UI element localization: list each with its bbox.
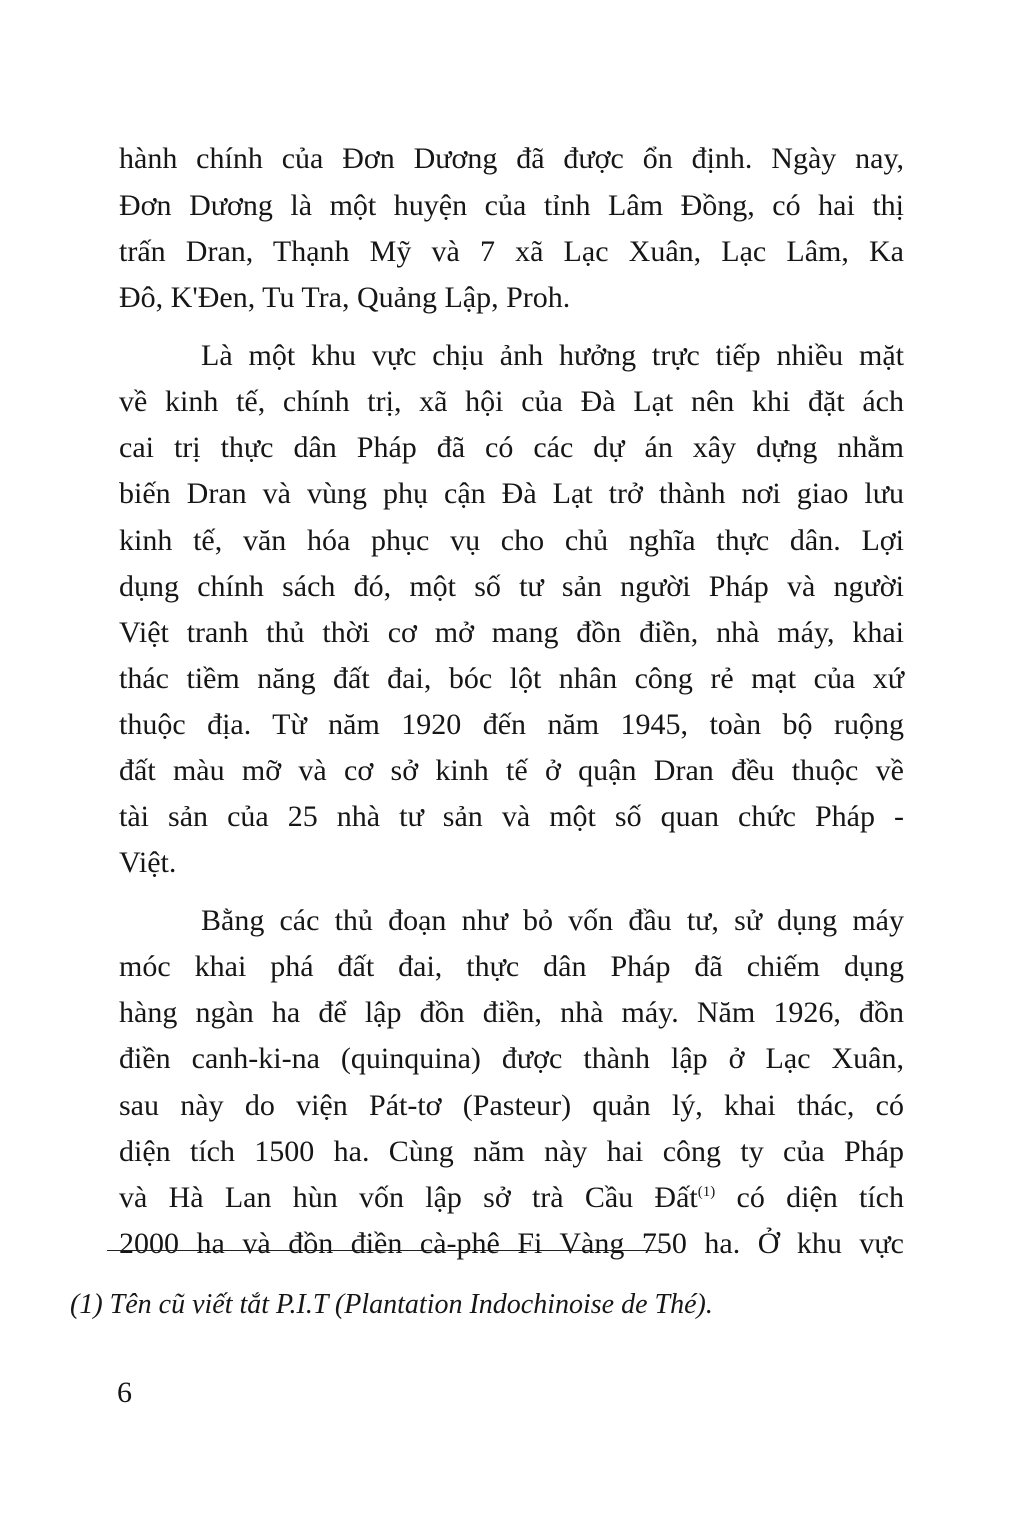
body-line: móc khai phá đất đai, thực dân Pháp đã chiếm dụng	[119, 950, 904, 983]
body-line: diện tích 1500 ha. Cùng năm này hai công ty của Pháp	[119, 1135, 904, 1168]
body-line: thuộc địa. Từ năm 1920 đến năm 1945, toàn bộ ruộng	[119, 708, 904, 741]
body-line-with-footnote-ref	[119, 1180, 904, 1216]
body-line: Việt tranh thủ thời cơ mở mang đồn điền, nhà máy, khai	[119, 616, 904, 649]
body-line: Đơn Dương là một huyện của tỉnh Lâm Đồng, có hai thị	[119, 189, 904, 222]
body-line: đất màu mỡ và cơ sở kinh tế ở quận Dran đều thuộc về	[119, 754, 904, 787]
body-line-text: và Hà Lan hùn vốn lập sở trà Cầu Đất	[119, 1181, 698, 1214]
body-line: kinh tế, văn hóa phục vụ cho chủ nghĩa thực dân. Lợi	[119, 524, 904, 557]
body-line: trấn Dran, Thạnh Mỹ và 7 xã Lạc Xuân, Lạc Lâm, Ka	[119, 235, 904, 268]
body-line: sau này do viện Pát-tơ (Pasteur) quản lý, khai thác, có	[119, 1089, 904, 1122]
body-line: tài sản của 25 nhà tư sản và một số quan chức Pháp -	[119, 800, 904, 833]
body-line: dụng chính sách đó, một số tư sản người Pháp và người	[119, 570, 904, 603]
body-line: 2000 ha và đồn điền cà-phê Fi Vàng 750 ha. Ở khu vực	[119, 1227, 904, 1260]
body-line: điền canh-ki-na (quinquina) được thành lập ở Lạc Xuân,	[119, 1042, 904, 1075]
body-line: Việt.	[119, 846, 177, 879]
page-number: 6	[117, 1376, 132, 1409]
footnote-reference: (1)	[697, 1184, 716, 1200]
body-line: về kinh tế, chính trị, xã hội của Đà Lạt nên khi đặt ách	[119, 385, 904, 418]
footnote: (1) Tên cũ viết tắt P.I.T (Plantation Indochinoise de Thé).	[70, 1289, 713, 1320]
body-line: hành chính của Đơn Dương đã được ổn định. Ngày nay,	[119, 142, 904, 175]
body-line-text: có diện tích	[715, 1181, 904, 1214]
paragraph-first-line: Bằng các thủ đoạn như bỏ vốn đầu tư, sử dụng máy	[201, 904, 904, 937]
body-line: thác tiềm năng đất đai, bóc lột nhân công rẻ mạt của xứ	[119, 662, 904, 695]
body-line: hàng ngàn ha để lập đồn điền, nhà máy. Năm 1926, đồn	[119, 996, 904, 1029]
body-line: biến Dran và vùng phụ cận Đà Lạt trở thành nơi giao lưu	[119, 477, 904, 510]
body-line: Đô, K'Đen, Tu Tra, Quảng Lập, Proh.	[119, 281, 571, 314]
paragraph-first-line: Là một khu vực chịu ảnh hưởng trực tiếp nhiều mặt	[201, 339, 904, 372]
footnote-separator	[107, 1250, 662, 1251]
body-line: cai trị thực dân Pháp đã có các dự án xây dựng nhằm	[119, 431, 904, 464]
